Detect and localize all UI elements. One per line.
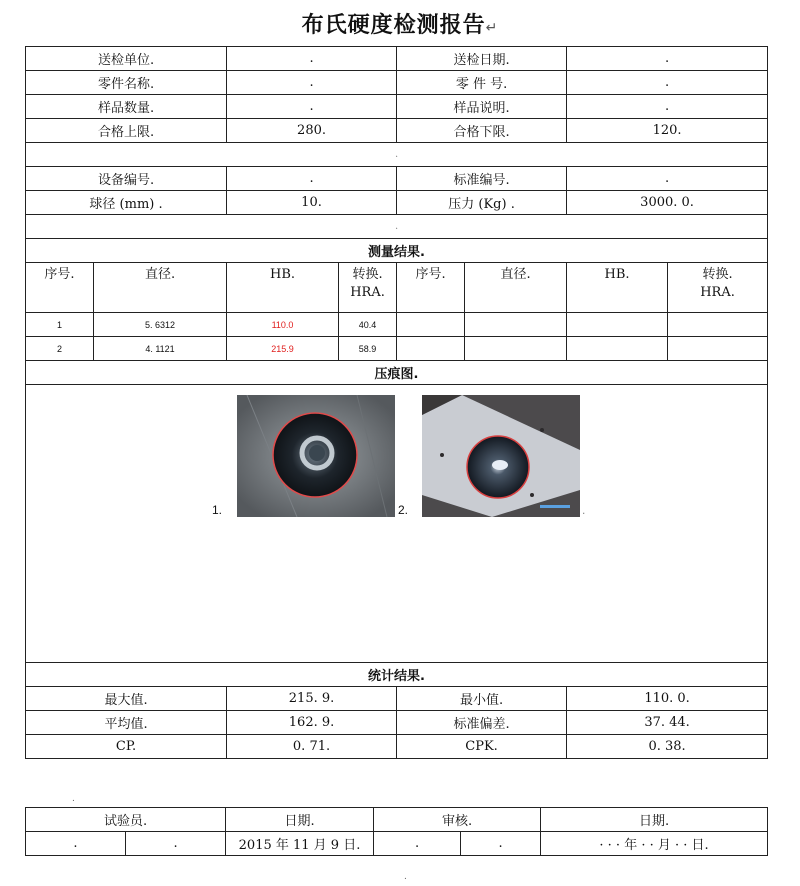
section-heading-row — [26, 663, 768, 687]
indentation-photo-2 — [422, 395, 580, 517]
blank-cell: . — [26, 143, 768, 167]
photo-2-caption: 2. — [398, 503, 409, 517]
value-test-date[interactable]: 2015 年 11 月 9 日. — [226, 832, 374, 856]
blank-cell: . — [26, 215, 768, 239]
conversion-label: 转换. — [352, 267, 383, 282]
label-ball-diameter: 球径 (mm) . — [26, 191, 227, 215]
report-title-text: 布氏硬度检测报告 — [301, 13, 486, 38]
label-sample-desc: 样品说明. — [397, 95, 567, 119]
label-date-1: 日期. — [226, 808, 374, 832]
label-part-name: 零件名称. — [26, 71, 227, 95]
section-heading-row — [26, 361, 768, 385]
label-reviewer: 审核. — [374, 808, 541, 832]
value-upper-limit[interactable]: 280. — [227, 119, 397, 143]
photo-1-caption: 1. — [212, 503, 223, 517]
conversion-label: 转换. — [702, 267, 733, 282]
value-max: 215. 9. — [227, 687, 397, 711]
cell-empty — [567, 337, 668, 361]
value-review-date[interactable]: · · · 年 · · 月 · · 日. — [541, 832, 768, 856]
image-row — [26, 385, 768, 663]
stats-row — [26, 687, 768, 711]
blank-row — [26, 215, 768, 239]
col-header-conversion-b — [668, 263, 768, 313]
indentation-photo-1 — [237, 395, 395, 517]
cell-diameter: 4. 1121 — [94, 337, 227, 361]
col-header-no: 序号. — [26, 263, 94, 313]
cell-empty — [397, 313, 465, 337]
value-ball-diameter[interactable]: 10. — [227, 191, 397, 215]
label-date-2: 日期. — [541, 808, 768, 832]
value-equipment-no[interactable]: . — [227, 167, 397, 191]
stats-heading: 统计结果. — [26, 663, 768, 687]
paragraph-mark: . — [72, 794, 75, 804]
col-header-diameter-b: 直径. — [465, 263, 567, 313]
blank-row — [26, 143, 768, 167]
value-submit-unit[interactable]: . — [227, 47, 397, 71]
label-submit-unit: 送检单位. — [26, 47, 227, 71]
info-row — [26, 71, 768, 95]
value-cp: 0. 71. — [227, 735, 397, 759]
value-submit-date[interactable]: . — [567, 47, 768, 71]
table-row — [26, 337, 768, 361]
table-row — [26, 313, 768, 337]
col-header-conversion — [339, 263, 397, 313]
results-header-row — [26, 263, 768, 313]
paragraph-mark: . — [404, 872, 407, 882]
results-heading: 测量结果. — [26, 239, 768, 263]
hra-label: HRA. — [700, 285, 735, 300]
col-header-hb: HB. — [227, 263, 339, 313]
stats-row — [26, 735, 768, 759]
label-lower-limit: 合格下限. — [397, 119, 567, 143]
value-reviewer-b[interactable]: . — [461, 832, 541, 856]
label-submit-date: 送检日期. — [397, 47, 567, 71]
info-row — [26, 167, 768, 191]
col-header-diameter: 直径. — [94, 263, 227, 313]
signoff-table — [25, 807, 768, 856]
cell-empty — [567, 313, 668, 337]
value-std-dev: 37. 44. — [567, 711, 768, 735]
cell-diameter: 5. 6312 — [94, 313, 227, 337]
info-row — [26, 119, 768, 143]
value-sample-desc[interactable]: . — [567, 95, 768, 119]
report-table — [25, 46, 768, 759]
cell-hra: 58.9 — [339, 337, 397, 361]
value-tester-a[interactable]: . — [26, 832, 126, 856]
label-tester: 试验员. — [26, 808, 226, 832]
value-standard-no[interactable]: . — [567, 167, 768, 191]
value-force[interactable]: 3000. 0. — [567, 191, 768, 215]
label-std-dev: 标准偏差. — [397, 711, 567, 735]
photo-2-mark: . — [582, 503, 586, 517]
info-row — [26, 191, 768, 215]
label-max: 最大值. — [26, 687, 227, 711]
section-heading-row — [26, 239, 768, 263]
label-sample-qty: 样品数量. — [26, 95, 227, 119]
signoff-value-row — [26, 832, 768, 856]
signoff-header-row — [26, 808, 768, 832]
label-mean: 平均值. — [26, 711, 227, 735]
value-min: 110. 0. — [567, 687, 768, 711]
cell-hb: 215.9 — [227, 337, 339, 361]
label-standard-no: 标准编号. — [397, 167, 567, 191]
paragraph-mark: ↵ — [485, 20, 499, 36]
value-part-name[interactable]: . — [227, 71, 397, 95]
cell-empty — [668, 313, 768, 337]
report-title — [0, 8, 800, 39]
value-part-number[interactable]: . — [567, 71, 768, 95]
stats-row — [26, 711, 768, 735]
col-header-hb-b: HB. — [567, 263, 668, 313]
cell-no: 1 — [26, 313, 94, 337]
cell-empty — [397, 337, 465, 361]
info-row — [26, 47, 768, 71]
value-sample-qty[interactable]: . — [227, 95, 397, 119]
label-equipment-no: 设备编号. — [26, 167, 227, 191]
cell-no: 2 — [26, 337, 94, 361]
hra-label: HRA. — [350, 285, 385, 300]
col-header-no-b: 序号. — [397, 263, 465, 313]
value-tester-b[interactable]: . — [126, 832, 226, 856]
value-lower-limit[interactable]: 120. — [567, 119, 768, 143]
label-part-number: 零 件 号. — [397, 71, 567, 95]
value-reviewer-a[interactable]: . — [374, 832, 461, 856]
label-cpk: CPK. — [397, 735, 567, 759]
info-row — [26, 95, 768, 119]
cell-empty — [465, 313, 567, 337]
cell-empty — [465, 337, 567, 361]
indentation-image-area — [26, 385, 768, 663]
label-cp: CP. — [26, 735, 227, 759]
label-upper-limit: 合格上限. — [26, 119, 227, 143]
cell-hb: 110.0 — [227, 313, 339, 337]
label-force: 压力 (Kg) . — [397, 191, 567, 215]
value-cpk: 0. 38. — [567, 735, 768, 759]
cell-empty — [668, 337, 768, 361]
cell-hra: 40.4 — [339, 313, 397, 337]
indentation-heading: 压痕图. — [26, 361, 768, 385]
value-mean: 162. 9. — [227, 711, 397, 735]
label-min: 最小值. — [397, 687, 567, 711]
